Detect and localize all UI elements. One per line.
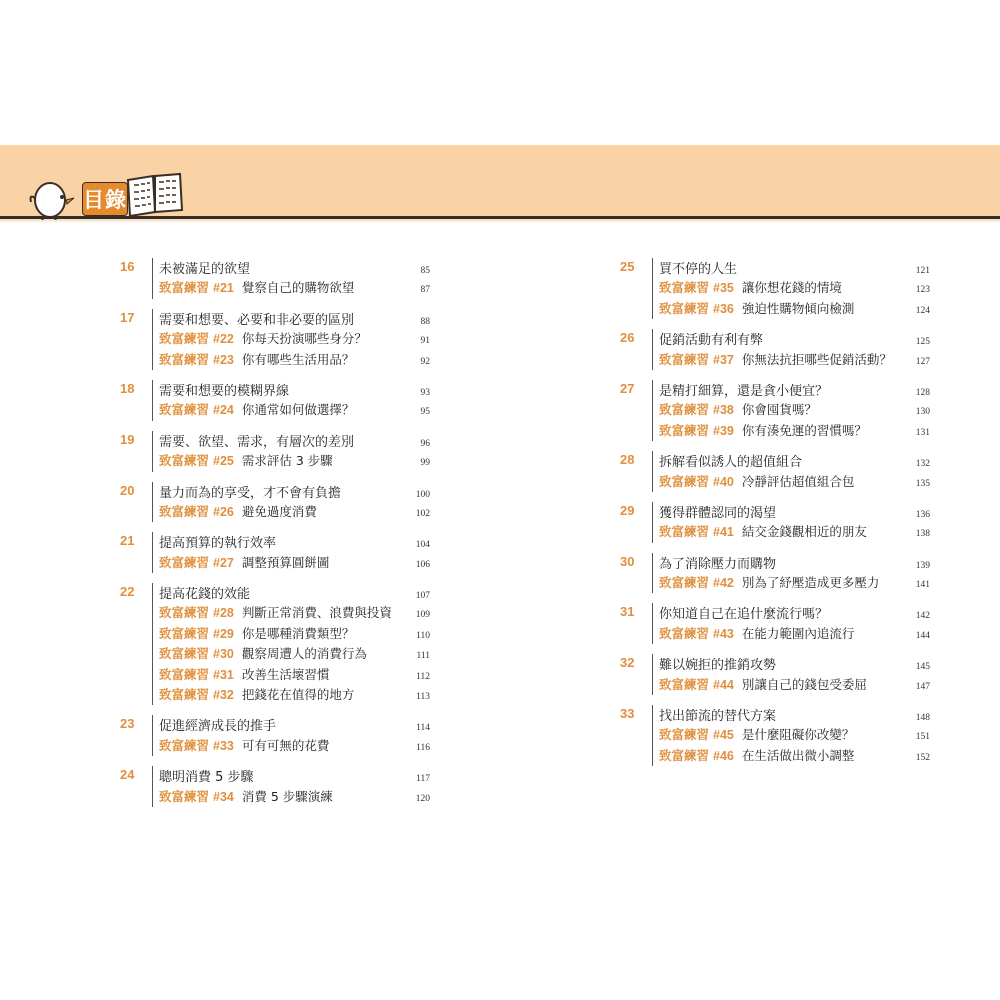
- exercise-number: #30: [213, 647, 234, 662]
- exercise-title: 你無法抗拒哪些促銷活動？: [741, 351, 892, 367]
- toc-chapter: [620, 502, 930, 543]
- chapter-body: [652, 654, 930, 695]
- exercise-title-group: [659, 350, 892, 368]
- exercise-entry[interactable]: [159, 736, 430, 756]
- chapter-title: 為了消除壓力而購物: [659, 556, 777, 572]
- toc-chapter: [120, 258, 430, 299]
- exercise-label: 致富練習: [159, 351, 210, 367]
- exercise-number: #31: [213, 667, 234, 682]
- exercise-label: 致富練習: [659, 473, 710, 489]
- chapter-body: [652, 451, 930, 492]
- chapter-number: 31: [620, 604, 635, 620]
- exercise-title-group: [659, 522, 890, 540]
- exercise-number: #43: [713, 626, 734, 641]
- exercise-entry[interactable]: [659, 299, 930, 319]
- exercise-entry[interactable]: [659, 350, 930, 370]
- chapter-number: 26: [620, 330, 635, 346]
- toc-chapter: [120, 431, 430, 472]
- chapter-number: 23: [120, 716, 135, 732]
- page-number: 100: [415, 489, 430, 500]
- exercise-number: #27: [213, 555, 234, 570]
- exercise-entry[interactable]: [159, 685, 430, 705]
- page-number: 124: [915, 305, 930, 316]
- exercise-label: 致富練習: [659, 300, 710, 316]
- toc-chapter: [620, 654, 930, 695]
- exercise-title-group: [659, 400, 890, 418]
- page-number: 111: [416, 651, 430, 662]
- exercise-label: 致富練習: [659, 747, 710, 763]
- page-number: 95: [420, 407, 430, 418]
- exercise-label: 致富練習: [159, 554, 210, 570]
- chapter-body: [152, 583, 430, 705]
- chapter-number: 25: [620, 259, 635, 274]
- chapter-title: 需要和想要、必要和非必要的區別: [159, 312, 355, 328]
- exercise-number: #23: [213, 352, 234, 367]
- chapter-entry[interactable]: [159, 380, 430, 400]
- exercise-title: 把錢花在值得的地方: [241, 687, 355, 703]
- page-number: 148: [915, 713, 930, 724]
- chapter-entry[interactable]: [659, 603, 930, 623]
- exercise-label: 致富練習: [659, 575, 710, 591]
- exercise-number: #28: [213, 606, 234, 621]
- chapter-body: [652, 502, 930, 543]
- page-number: 110: [416, 630, 430, 641]
- chapter-entry[interactable]: [159, 532, 430, 552]
- exercise-title-group: [659, 725, 890, 743]
- exercise-number: #32: [213, 688, 234, 703]
- exercise-label: 致富練習: [159, 453, 210, 469]
- page-number: 117: [416, 774, 430, 785]
- page-number: 109: [415, 610, 430, 621]
- chapter-body: [152, 431, 430, 472]
- exercise-entry[interactable]: [159, 451, 430, 471]
- page-number: 121: [915, 266, 930, 276]
- exercise-number: #39: [713, 423, 734, 438]
- toc-chapter: [120, 482, 430, 523]
- exercise-title: 判斷正常消費、浪費與投資: [241, 605, 392, 621]
- toc-chapter: [620, 451, 930, 492]
- exercise-entry[interactable]: [659, 421, 930, 441]
- chapter-number: 19: [120, 431, 135, 447]
- exercise-title: 別讓自己的錢包受委屈: [741, 676, 867, 692]
- page-title: 目錄: [82, 182, 128, 216]
- toc-chapter: [120, 532, 430, 573]
- page-number: 104: [415, 540, 430, 551]
- chapter-number: 33: [620, 706, 635, 722]
- exercise-label: 致富練習: [159, 737, 210, 753]
- toc-chapter: [620, 329, 930, 370]
- page-number: 92: [420, 356, 430, 367]
- exercise-title: 結交金錢觀相近的朋友: [741, 524, 867, 540]
- chapter-entry[interactable]: [659, 451, 930, 471]
- exercise-title-group: [159, 603, 392, 621]
- page-number: 139: [915, 560, 930, 571]
- chapter-entry[interactable]: [659, 502, 930, 522]
- exercise-label: 致富練習: [659, 402, 710, 418]
- exercise-number: #36: [713, 301, 734, 316]
- exercise-number: #35: [713, 281, 734, 296]
- exercise-number: #46: [713, 748, 734, 763]
- exercise-number: #21: [213, 281, 234, 296]
- chapter-body: [152, 380, 430, 421]
- chapter-number: 21: [120, 533, 135, 549]
- chapter-body: [152, 482, 430, 523]
- chapter-entry[interactable]: [659, 258, 930, 278]
- exercise-entry[interactable]: [659, 400, 930, 420]
- chapter-body: [152, 258, 430, 299]
- chapter-title: 促銷活動有利有弊: [659, 333, 764, 349]
- exercise-number: #45: [713, 728, 734, 743]
- exercise-title: 你有湊免運的習慣嗎？: [741, 422, 867, 438]
- exercise-number: #40: [713, 474, 734, 489]
- exercise-title: 別為了紓壓造成更多壓力: [741, 575, 880, 591]
- exercise-entry[interactable]: [159, 665, 430, 685]
- exercise-entry[interactable]: [159, 787, 430, 807]
- chapter-entry[interactable]: [159, 583, 430, 603]
- exercise-title-group: [659, 472, 890, 490]
- toc-chapter: [120, 583, 430, 705]
- chapter-title: 找出節流的替代方案: [659, 709, 777, 725]
- exercise-title-group: [659, 421, 890, 439]
- exercise-label: 致富練習: [659, 351, 710, 367]
- chapter-title: 促進經濟成長的推手: [159, 719, 277, 735]
- exercise-number: #44: [713, 677, 734, 692]
- chapter-entry[interactable]: [659, 553, 930, 573]
- exercise-entry[interactable]: [159, 502, 430, 522]
- chapter-entry[interactable]: [659, 654, 930, 674]
- chapter-title: 買不停的人生: [659, 262, 738, 277]
- exercise-label: 致富練習: [159, 687, 210, 703]
- page-number: 125: [915, 337, 930, 348]
- exercise-title-group: [659, 573, 890, 591]
- exercise-entry[interactable]: [159, 278, 430, 298]
- chapter-number: 22: [120, 584, 135, 600]
- chapter-number: 24: [120, 767, 135, 783]
- exercise-title-group: [159, 665, 390, 683]
- exercise-title-group: [159, 644, 390, 662]
- chapter-number: 27: [620, 380, 635, 396]
- page-number: 141: [915, 580, 930, 591]
- page-number: 147: [915, 681, 930, 692]
- exercise-title: 強迫性購物傾向檢測: [741, 300, 855, 316]
- exercise-entry[interactable]: [159, 329, 430, 349]
- page-number: 142: [915, 611, 930, 622]
- exercise-number: #24: [213, 403, 234, 418]
- egg-chick-icon: [28, 176, 80, 220]
- toc-chapter: [620, 603, 930, 644]
- exercise-label: 致富練習: [659, 676, 710, 692]
- toc-chapter: [620, 553, 930, 594]
- chapter-body: [652, 329, 930, 370]
- exercise-number: #41: [713, 525, 734, 540]
- exercise-title-group: [659, 278, 890, 296]
- exercise-entry[interactable]: [159, 553, 430, 573]
- toc-chapter: [620, 258, 930, 319]
- toc-chapter: [620, 705, 930, 766]
- page-number: 138: [915, 529, 930, 540]
- chapter-number: 28: [620, 452, 635, 468]
- chapter-body: [652, 603, 930, 644]
- chapter-entry[interactable]: [159, 482, 430, 502]
- chapter-number: 32: [620, 655, 635, 671]
- chapter-number: 20: [120, 482, 135, 498]
- exercise-entry[interactable]: [659, 725, 930, 745]
- exercise-label: 致富練習: [659, 280, 710, 296]
- chapter-entry[interactable]: [159, 715, 430, 735]
- chapter-title: 需要、欲望、需求，有層次的差別: [159, 434, 355, 450]
- exercise-title-group: [159, 736, 390, 754]
- exercise-label: 致富練習: [659, 727, 710, 743]
- exercise-number: #42: [713, 576, 734, 591]
- toc-chapter: [120, 766, 430, 807]
- exercise-entry[interactable]: [159, 624, 430, 644]
- page-number: 145: [915, 662, 930, 673]
- exercise-entry[interactable]: [659, 624, 930, 644]
- chapter-title: 需要和想要的模糊界線: [159, 383, 290, 399]
- exercise-title: 你有哪些生活用品？: [241, 351, 355, 367]
- page-number: 88: [420, 316, 430, 327]
- exercise-title-group: [159, 787, 390, 805]
- chapter-entry[interactable]: [659, 380, 930, 400]
- exercise-title: 冷靜評估超值組合包: [741, 473, 855, 489]
- exercise-title-group: [659, 675, 890, 693]
- chapter-title: 聰明消費 5 步驟: [159, 770, 254, 786]
- page-number: 123: [915, 285, 930, 296]
- page-number: 131: [915, 427, 930, 438]
- toc-right-column: [620, 258, 930, 776]
- exercise-number: #29: [213, 626, 234, 641]
- page-number: 96: [420, 438, 430, 449]
- exercise-number: #25: [213, 454, 234, 469]
- exercise-title: 改善生活壞習慣: [241, 666, 330, 682]
- page-number: 135: [915, 478, 930, 489]
- exercise-title-group: [159, 502, 390, 520]
- page-number: 112: [416, 671, 430, 682]
- page-number: 114: [416, 723, 430, 734]
- exercise-title-group: [159, 278, 390, 296]
- exercise-title-group: [159, 553, 390, 571]
- chapter-entry[interactable]: [159, 431, 430, 451]
- exercise-number: #34: [213, 789, 234, 804]
- exercise-title: 可有可無的花費: [241, 737, 330, 753]
- chapter-title: 未被滿足的欲望: [159, 262, 251, 277]
- exercise-label: 致富練習: [659, 422, 710, 438]
- chapter-title: 提高預算的執行效率: [159, 536, 277, 552]
- exercise-label: 致富練習: [159, 788, 210, 804]
- chapter-entry[interactable]: [159, 766, 430, 786]
- exercise-title-group: [159, 350, 390, 368]
- exercise-label: 致富練習: [159, 646, 210, 662]
- chapter-body: [652, 380, 930, 441]
- exercise-title: 觀察周遭人的消費行為: [241, 646, 367, 662]
- exercise-label: 致富練習: [659, 625, 710, 641]
- exercise-entry[interactable]: [159, 603, 430, 623]
- exercise-entry[interactable]: [159, 350, 430, 370]
- open-book-icon: [126, 172, 184, 218]
- exercise-number: #33: [213, 738, 234, 753]
- exercise-title: 你會囤貨嗎？: [741, 402, 817, 418]
- exercise-entry[interactable]: [659, 746, 930, 766]
- exercise-title: 你每天扮演哪些身分？: [241, 331, 367, 347]
- page-number: 120: [415, 793, 430, 804]
- exercise-title: 調整預算圓餅圖: [241, 554, 330, 570]
- page-number: 99: [420, 458, 430, 469]
- exercise-title-group: [659, 746, 890, 764]
- chapter-title: 是精打細算，還是貪小便宜？: [659, 383, 829, 399]
- chapter-entry[interactable]: [159, 309, 430, 329]
- chapter-body: [152, 766, 430, 807]
- chapter-number: 16: [120, 259, 135, 274]
- page-number: 130: [915, 407, 930, 418]
- exercise-entry[interactable]: [659, 675, 930, 695]
- exercise-title: 在能力範圍內追流行: [741, 625, 855, 641]
- page-number: 87: [420, 285, 430, 296]
- exercise-label: 致富練習: [659, 524, 710, 540]
- chapter-number: 30: [620, 553, 635, 569]
- exercise-number: #26: [213, 504, 234, 519]
- exercise-number: #37: [713, 352, 734, 367]
- page-number: 127: [915, 356, 930, 367]
- exercise-title: 避免過度消費: [241, 503, 317, 519]
- chapter-title: 獲得群體認同的渴望: [659, 505, 777, 521]
- exercise-title: 覺察自己的購物欲望: [241, 280, 355, 296]
- chapter-title: 拆解看似誘人的超值組合: [659, 455, 803, 471]
- exercise-entry[interactable]: [659, 278, 930, 298]
- exercise-title: 在生活做出微小調整: [741, 747, 855, 763]
- exercise-number: #22: [213, 332, 234, 347]
- exercise-title: 是什麼阻礙你改變？: [741, 727, 855, 743]
- exercise-title: 讓你想花錢的情境: [741, 280, 842, 296]
- chapter-title: 量力而為的享受，才不會有負擔: [159, 485, 342, 501]
- page-number: 93: [420, 387, 430, 398]
- chapter-title: 提高花錢的效能: [159, 587, 251, 603]
- header-divider-shadow: [0, 219, 1000, 223]
- exercise-title-group: [159, 329, 390, 347]
- page-number: 116: [416, 742, 430, 753]
- page-number: 152: [915, 752, 930, 763]
- exercise-title-group: [159, 400, 390, 418]
- chapter-body: [152, 715, 430, 756]
- page-number: 132: [915, 459, 930, 470]
- chapter-entry[interactable]: [659, 329, 930, 349]
- toc-chapter: [120, 380, 430, 421]
- chapter-entry[interactable]: [159, 258, 430, 278]
- chapter-body: [152, 309, 430, 370]
- chapter-body: [652, 553, 930, 594]
- chapter-number: 18: [120, 380, 135, 396]
- page-number: 91: [420, 336, 430, 347]
- chapter-number: 29: [620, 502, 635, 518]
- chapter-number: 17: [120, 309, 135, 325]
- exercise-label: 致富練習: [159, 331, 210, 347]
- exercise-title: 需求評估 3 步驟: [241, 453, 333, 469]
- exercise-title-group: [159, 451, 390, 469]
- page-number: 102: [415, 508, 430, 519]
- exercise-label: 致富練習: [159, 666, 210, 682]
- page-number: 151: [915, 732, 930, 743]
- page-number: 106: [415, 559, 430, 570]
- exercise-title-group: [659, 624, 890, 642]
- toc-left-column: [120, 258, 430, 817]
- exercise-entry[interactable]: [659, 472, 930, 492]
- chapter-body: [652, 705, 930, 766]
- exercise-title: 你是哪種消費類型？: [241, 625, 355, 641]
- exercise-entry[interactable]: [159, 644, 430, 664]
- exercise-label: 致富練習: [159, 280, 210, 296]
- chapter-body: [652, 258, 930, 319]
- exercise-title-group: [159, 624, 390, 642]
- exercise-title: 消費 5 步驟演練: [241, 788, 333, 804]
- toc-chapter: [620, 380, 930, 441]
- page-number: 144: [915, 630, 930, 641]
- page-number: 128: [915, 387, 930, 398]
- page-number: 85: [420, 266, 430, 276]
- toc-chapter: [120, 309, 430, 370]
- exercise-entry[interactable]: [159, 400, 430, 420]
- exercise-title-group: [159, 685, 390, 703]
- exercise-title: 你通常如何做選擇？: [241, 402, 355, 418]
- chapter-body: [152, 532, 430, 573]
- exercise-label: 致富練習: [159, 625, 210, 641]
- exercise-number: #38: [713, 403, 734, 418]
- page-number: 107: [415, 591, 430, 602]
- chapter-entry[interactable]: [659, 705, 930, 725]
- chapter-title: 難以婉拒的推銷攻勢: [659, 658, 777, 674]
- page-number: 113: [416, 692, 430, 703]
- page-number: 136: [915, 509, 930, 520]
- chapter-title: 你知道自己在追什麼流行嗎？: [659, 607, 829, 623]
- exercise-entry[interactable]: [659, 522, 930, 542]
- exercise-entry[interactable]: [659, 573, 930, 593]
- exercise-label: 致富練習: [159, 605, 210, 621]
- exercise-title-group: [659, 299, 890, 317]
- exercise-label: 致富練習: [159, 503, 210, 519]
- toc-chapter: [120, 715, 430, 756]
- exercise-label: 致富練習: [159, 402, 210, 418]
